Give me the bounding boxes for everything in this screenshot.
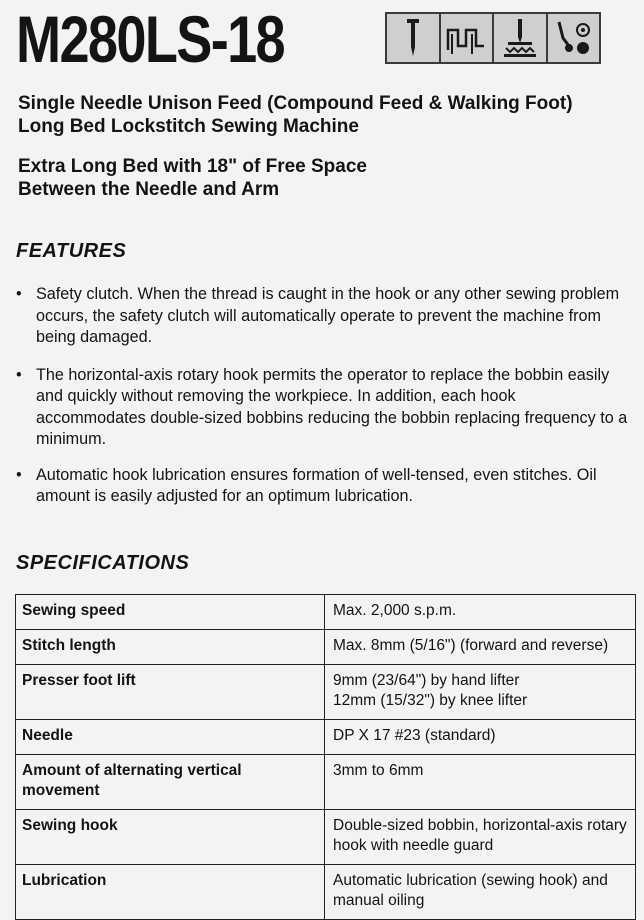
spec-value-line: hook with needle guard <box>333 837 494 854</box>
walking-foot-icon <box>494 14 548 62</box>
feature-icon-strip <box>385 12 601 64</box>
unison-feed-icon <box>441 14 495 62</box>
spec-value <box>325 595 636 630</box>
spec-value-line: manual oiling <box>333 892 425 909</box>
table-row <box>16 810 636 865</box>
table-row <box>16 755 636 810</box>
spec-value <box>325 865 636 920</box>
subtitle-line: Long Bed Lockstitch Sewing Machine <box>18 116 359 137</box>
features-list <box>16 284 628 524</box>
features-heading: FEATURES <box>16 240 127 262</box>
spec-value-line: 3mm to 6mm <box>333 762 424 779</box>
tagline-line: Extra Long Bed with 18" of Free Space <box>18 156 367 177</box>
spec-value <box>325 810 636 865</box>
spec-label: Stitch length <box>16 630 325 665</box>
single-needle-icon <box>387 14 441 62</box>
specifications-heading: SPECIFICATIONS <box>16 552 190 574</box>
table-row <box>16 595 636 630</box>
feature-item: • Automatic hook lubrication ensures formation of well-tensed, even stitches. Oil amount is easily adjusted for an optimum lubrication. <box>16 465 628 508</box>
model-title: M280LS-18 <box>16 2 284 76</box>
table-row <box>16 865 636 920</box>
spec-value-line: Max. 2,000 s.p.m. <box>333 602 457 619</box>
table-row <box>16 665 636 720</box>
spec-label: Sewing speed <box>16 595 325 630</box>
spec-value-line: Automatic lubrication (sewing hook) and <box>333 872 608 889</box>
lubrication-icon <box>548 14 600 62</box>
feature-item: • Safety clutch. When the thread is caught in the hook or any other sewing problem occurs, the safety clutch will automatically operate to prevent the machine from being damaged. <box>16 284 628 349</box>
specifications-table <box>15 594 636 920</box>
spec-label: Needle <box>16 720 325 755</box>
tagline-line: Between the Needle and Arm <box>18 179 280 200</box>
feature-item: • The horizontal-axis rotary hook permits the operator to replace the bobbin easily and quickly without removing the workpiece. In addition, each hook accommodates double-sized bobbins reducing the bobbin replacing frequency to a minimum. <box>16 365 628 451</box>
spec-value-line: Double-sized bobbin, horizontal-axis rotary <box>333 817 627 834</box>
spec-label: Presser foot lift <box>16 665 325 720</box>
spec-value-line: 12mm (15/32") by knee lifter <box>333 692 528 709</box>
machine-tagline <box>18 155 367 201</box>
subtitle-line: Single Needle Unison Feed (Compound Feed & Walking Foot) <box>18 93 573 114</box>
spec-value <box>325 630 636 665</box>
spec-value-line: DP X 17 #23 (standard) <box>333 727 496 744</box>
spec-value-line: 9mm (23/64") by hand lifter <box>333 672 520 689</box>
spec-label: Sewing hook <box>16 810 325 865</box>
table-row <box>16 720 636 755</box>
spec-value-line: Max. 8mm (5/16") (forward and reverse) <box>333 637 609 654</box>
machine-description <box>18 92 573 138</box>
spec-label: Lubrication <box>16 865 325 920</box>
spec-value <box>325 665 636 720</box>
spec-label: Amount of alternating vertical movement <box>16 755 325 810</box>
spec-value <box>325 720 636 755</box>
table-row <box>16 630 636 665</box>
spec-value <box>325 755 636 810</box>
